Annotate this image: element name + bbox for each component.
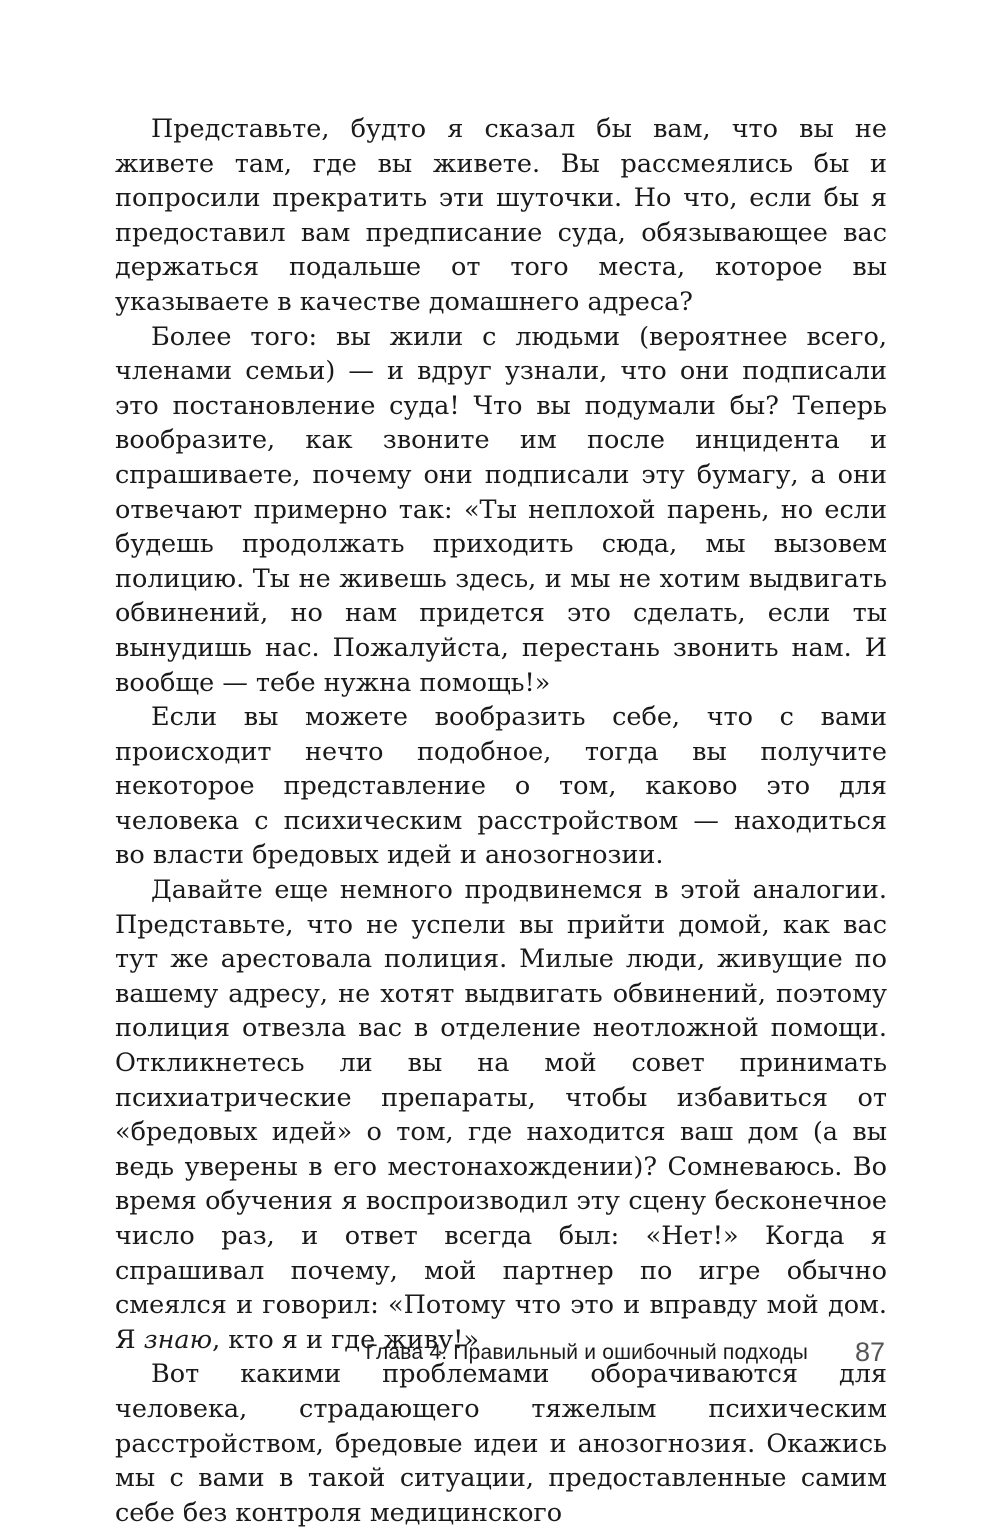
paragraph-5: Вот какими проблемами оборачиваются для человека, страдающего тяжелым психическим расстройством, бредовые идеи и анозогнозия. Окажись мы с вами в такой ситуации, предоставленные самим себе без контроля медицинского (115, 1359, 887, 1528)
body-text (115, 112, 887, 1530)
paragraph-3: Если вы можете вообразить себе, что с вами происходит нечто подобное, тогда вы получите некоторое представление о том, каково это для человека с психическим расстройством — находиться во власти бредовых идей и анозогнозии. (115, 702, 887, 871)
paragraph-4-text-after: , кто я и где живу!» (212, 1324, 479, 1355)
paragraph-4 (115, 873, 887, 1357)
paragraph-1: Представьте, будто я сказал бы вам, что вы не живете там, где вы живете. Вы рассмеялись бы и попросили прекратить эти шуточки. Но что, если бы я предоставил вам предписание суда, обязывающее вас держаться подальше от того места, которое вы указываете в качестве домашнего адреса? (115, 114, 887, 317)
emphasis-word: знаю (143, 1324, 213, 1355)
running-head: Глава 4. Правильный и ошибочный подходы (365, 1341, 808, 1364)
paragraph-2: Более того: вы жили с людьми (вероятнее всего, членами семьи) — и вдруг узнали, что они подписали это постановление суда! Что вы подумали бы? Теперь вообразите, как звоните им после инцидента и спрашиваете, почему они подписали эту бумагу, а они отвечают примерно так: «Ты неплохой парень, но если будешь продолжать приходить сюда, мы вызовем полицию. Ты не живешь здесь, и мы не хотим выдвигать обвинений, но нам придется это сделать, если ты вынудишь нас. Пожалуйста, перестань звонить нам. И вообще — тебе нужна помощь!» (115, 321, 887, 698)
paragraph-4-text-before: Давайте еще немного продвинемся в этой аналогии. Представьте, что не успели вы прийти домой, как вас тут же арестовала полиция. Милые люди, живущие по вашему адресу, не хотят выдвигать обвинений, поэтому полиция отвезла вас в отделение неотложной помощи. Откликнетесь ли вы на мой совет принимать психиатрические препараты, чтобы избавиться от «бредовых идей» о том, где находится ваш дом (а вы ведь уверены в его местонахождении)? Сомневаюсь. Во время обучения я воспроизводил эту сцену бесконечное число раз, и ответ всегда был: «Нет!» Когда я спрашивал почему, мой партнер по игре обычно смеялся и говорил: «Потому что это и вправду мой дом. Я (115, 875, 887, 1355)
page-number: 87 (854, 1337, 885, 1367)
page-footer (0, 1337, 1000, 1377)
